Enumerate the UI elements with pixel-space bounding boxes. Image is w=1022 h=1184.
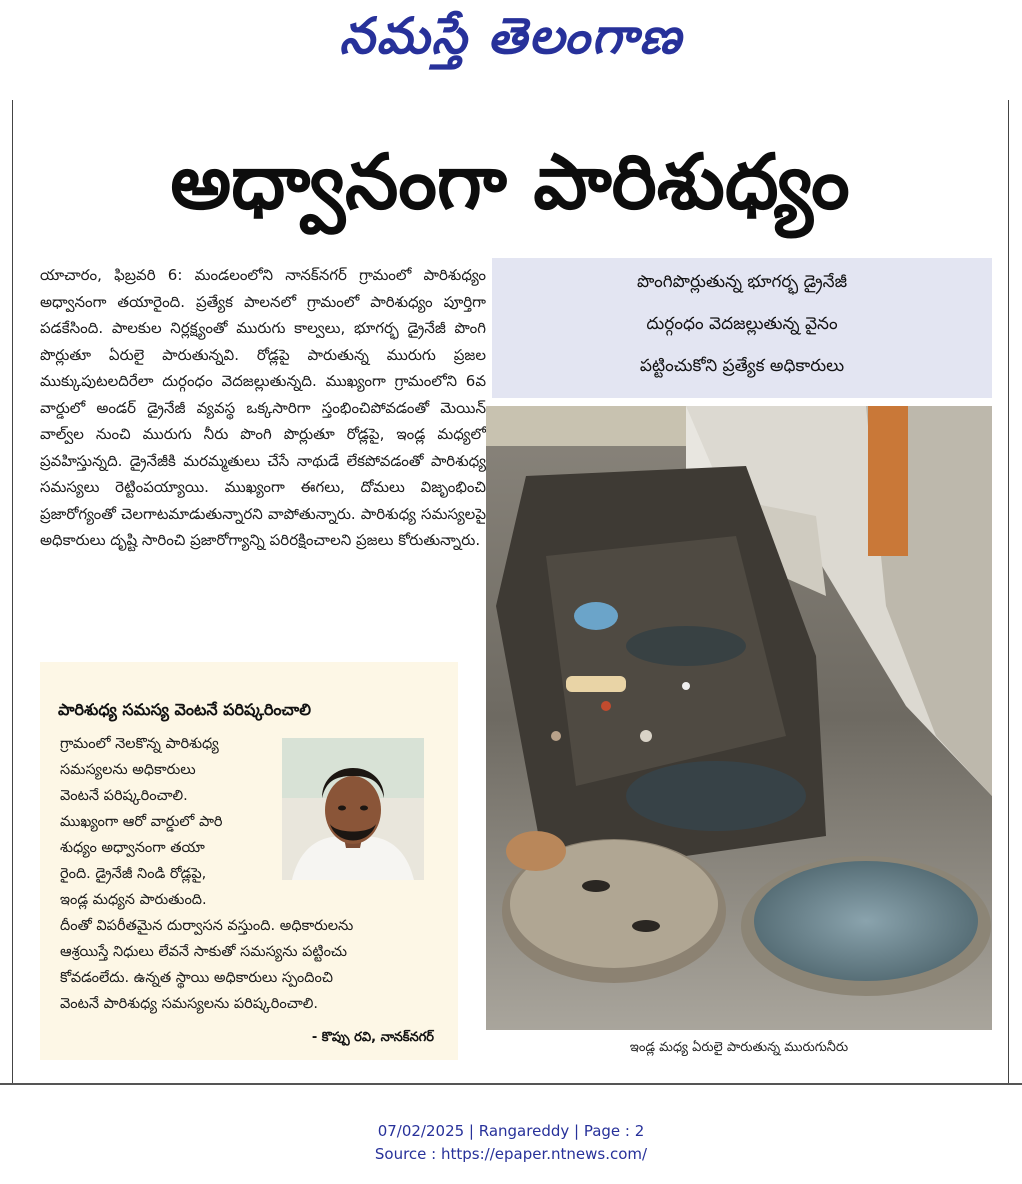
resident-portrait-illustration: [282, 738, 424, 880]
footer-dateline: 07/02/2025 | Rangareddy | Page : 2: [377, 1122, 645, 1140]
article-body: యాచారం, ఫిబ్రవరి 6: మండలంలోని నానక్‌నగర్ గ్రామంలో పారిశుధ్యం అధ్వానంగా తయారైంది. ప్రత్యేక పాలనలో గ్రామంలో పారిశుధ్యం పూర్తిగా పడకేసింది. పాలకుల నిర్లక్ష్యంతో మురుగు కాల్వలు, భూగర్భ డ్రైనేజీ పొంగి పొర్లుతూ ఏరులై పారుతున్నవి. రోడ్లపై పారుతున్న మురుగు ప్రజల ముక్కుపుటలదిరేలా దుర్గంధం వెదజల్లుతున్నది. ముఖ్యంగా గ్రామంలోని 6వ వార్డులో అండర్ డ్రైనేజీ వ్యవస్థ ఒక్కసారిగా స్తంభించిపోవడంతో మెయిన్ వాల్వ్‌ల నుంచి మురుగు నీరు పొంగి పొర్లుతూ రోడ్లపై, ఇండ్ల మధ్యలో ప్రవహిస్తున్నది. డ్రైనేజీకి మరమ్మతులు చేసే నాథుడే లేకపోవడంతో పారిశుధ్య సమస్యలు రెట్టింపయ్యాయి. ముఖ్యంగా ఈగలు, దోమలు విజృంభించి ప్రజారోగ్యంతో చెలగాటమాడుతున్నారని వాపోతున్నారు. పారిశుధ్య సమస్యలపై అధికారులు దృష్టి సారించి ప్రజారోగ్యాన్ని పరిరక్షించాలని ప్రజలు కోరుతున్నారు.: [40, 266, 486, 549]
highlights-box: [492, 258, 992, 398]
quote-line-10: కోవడంలేదు. ఉన్నత స్థాయి అధికారులు స్పందించి: [60, 970, 333, 986]
masthead: [0, 0, 1022, 80]
quote-line-2: సమస్యలను అధికారులు: [60, 762, 196, 778]
highlight-line-2: దుర్గంధం వెదజల్లుతున్న వైనం: [646, 314, 838, 334]
masthead-title: నమస్తే తెలంగాణ: [339, 6, 683, 65]
resident-quote-box: [40, 662, 458, 1060]
photo-caption: ఇండ్ల మధ్య ఏరులై పారుతున్న మురుగునీరు: [629, 1040, 849, 1055]
quote-line-1: గ్రామంలో నెలకొన్న పారిశుధ్య: [60, 736, 219, 752]
quote-line-4: ముఖ్యంగా ఆరో వార్డులో పారి: [60, 814, 223, 830]
right-border-rule: [1008, 100, 1009, 1084]
quote-title: పారిశుధ్య సమస్య వెంటనే పరిష్కరించాలి: [58, 700, 311, 719]
quote-line-3: వెంటనే పరిష్కరించాలి.: [60, 788, 188, 804]
drainage-photo: [486, 406, 992, 1030]
quote-signature: - కొప్పు రవి, నానక్‌నగర్: [311, 1030, 434, 1045]
article-headline: అధ్వానంగా పారిశుధ్యం: [170, 137, 850, 226]
highlight-line-1: పొంగిపొర్లుతున్న భూగర్భ డ్రైనేజీ: [636, 272, 848, 292]
drainage-photo-illustration: [486, 406, 992, 1030]
resident-portrait: [282, 738, 424, 880]
left-border-rule: [12, 100, 13, 1084]
quote-line-5: శుధ్యం అధ్వానంగా తయా: [60, 840, 205, 856]
quote-line-9: ఆశ్రయిస్తే నిధులు లేవనే సాకుతో సమస్యను పట్టించు: [60, 944, 347, 960]
footer-source-link[interactable]: Source : https://epaper.ntnews.com/: [374, 1145, 648, 1163]
footer-divider: [0, 1083, 1022, 1085]
quote-line-7: ఇండ్ల మధ్యన పారుతుంది.: [60, 892, 207, 908]
quote-line-11: వెంటనే పారిశుధ్య సమస్యలను పరిష్కరించాలి.: [60, 996, 318, 1012]
highlight-line-3: పట్టించుకోని ప్రత్యేక అధికారులు: [639, 356, 845, 376]
quote-line-6: రైంది. డ్రైనేజీ నిండి రోడ్లపై,: [60, 866, 207, 882]
quote-line-8: దీంతో విపరీతమైన దుర్వాసన వస్తుంది. అధికారులను: [60, 918, 354, 934]
